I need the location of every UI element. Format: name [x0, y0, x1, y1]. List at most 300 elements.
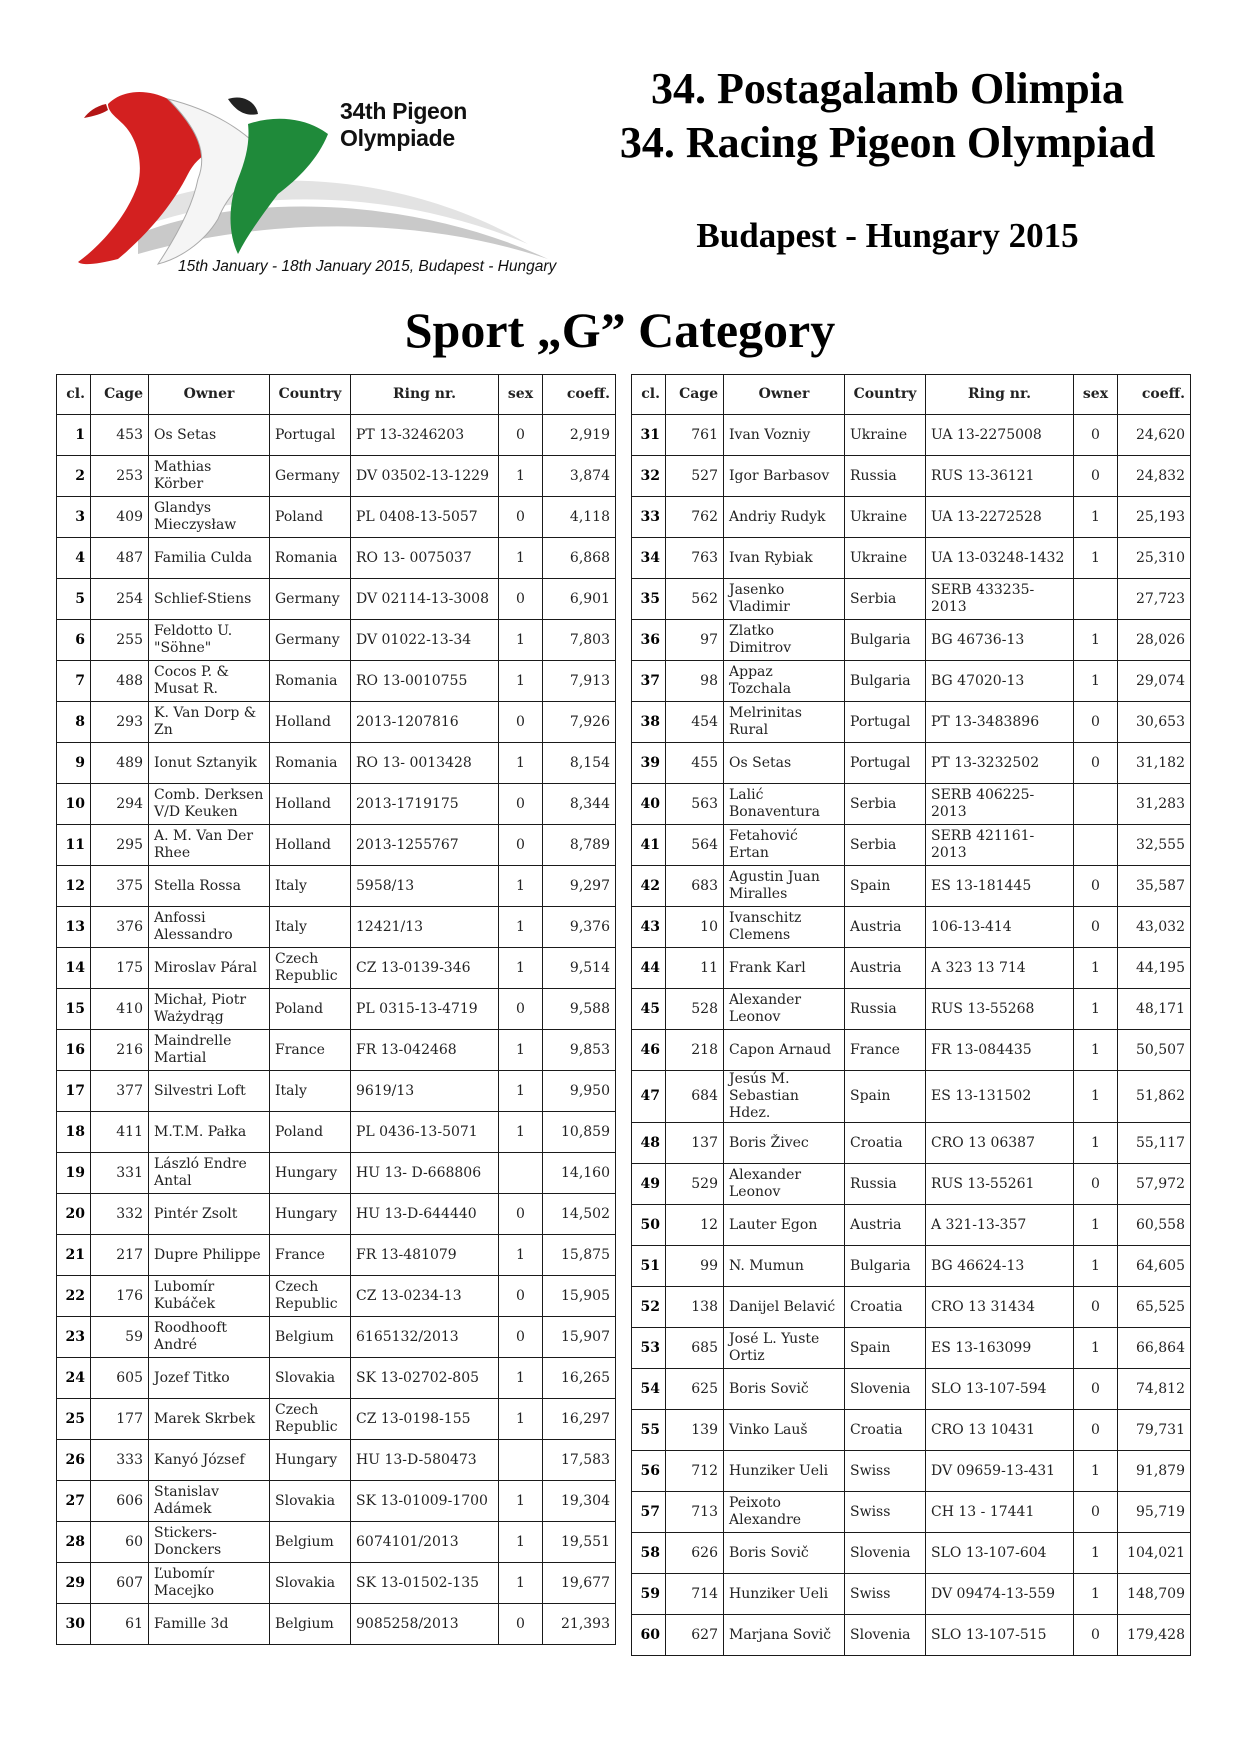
sex-cell: 0 [499, 497, 543, 538]
sex-cell: 0 [499, 784, 543, 825]
table-row [57, 784, 616, 825]
sex-cell: 0 [1074, 1369, 1118, 1410]
cage-cell: 333 [91, 1440, 149, 1481]
table-row [632, 784, 1191, 825]
coeff-cell: 6,868 [543, 538, 616, 579]
sex-cell [1074, 784, 1118, 825]
column-header: Owner [724, 375, 845, 415]
coeff-cell: 14,502 [543, 1194, 616, 1235]
table-row [57, 1112, 616, 1153]
country-cell: Poland [270, 989, 351, 1030]
coeff-cell: 8,344 [543, 784, 616, 825]
sex-cell: 0 [499, 702, 543, 743]
coeff-cell: 8,154 [543, 743, 616, 784]
column-header: coeff. [543, 375, 616, 415]
rank-cell: 53 [632, 1328, 666, 1369]
coeff-cell: 9,853 [543, 1030, 616, 1071]
sex-cell [499, 1153, 543, 1194]
table-row [632, 1071, 1191, 1123]
sex-cell: 0 [1074, 415, 1118, 456]
column-header: Country [845, 375, 926, 415]
coeff-cell: 44,195 [1118, 948, 1191, 989]
table-row [632, 497, 1191, 538]
rank-cell: 24 [57, 1358, 91, 1399]
owner-cell: Os Setas [149, 415, 270, 456]
table-row [57, 1358, 616, 1399]
rank-cell: 37 [632, 661, 666, 702]
coeff-cell: 16,265 [543, 1358, 616, 1399]
coeff-cell: 55,117 [1118, 1123, 1191, 1164]
sex-cell: 0 [1074, 1492, 1118, 1533]
owner-cell: Marek Skrbek [149, 1399, 270, 1440]
cage-cell: 527 [666, 456, 724, 497]
table-row [57, 1563, 616, 1604]
table-row [57, 989, 616, 1030]
country-cell: Germany [270, 456, 351, 497]
coeff-cell: 64,605 [1118, 1246, 1191, 1287]
country-cell: Slovakia [270, 1563, 351, 1604]
owner-cell: Michał, Piotr Ważydrąg [149, 989, 270, 1030]
country-cell: Slovakia [270, 1358, 351, 1399]
coeff-cell: 21,393 [543, 1604, 616, 1645]
coeff-cell: 9,376 [543, 907, 616, 948]
table-row [57, 497, 616, 538]
ring-cell: BG 46624-13 [926, 1246, 1074, 1287]
owner-cell: Cocos P. & Musat R. [149, 661, 270, 702]
ring-cell: 106-13-414 [926, 907, 1074, 948]
country-cell: Italy [270, 907, 351, 948]
cage-cell: 254 [91, 579, 149, 620]
rank-cell: 58 [632, 1533, 666, 1574]
sex-cell: 1 [499, 1071, 543, 1112]
ring-cell: RO 13-0010755 [351, 661, 499, 702]
rank-cell: 56 [632, 1451, 666, 1492]
coeff-cell: 66,864 [1118, 1328, 1191, 1369]
table-row [57, 1604, 616, 1645]
table-body [632, 415, 1191, 1656]
title-english: 34. Racing Pigeon Olympiad [619, 118, 1156, 167]
sex-cell: 1 [1074, 948, 1118, 989]
rank-cell: 55 [632, 1410, 666, 1451]
sex-cell: 1 [1074, 1123, 1118, 1164]
owner-cell: Agustin Juan Miralles [724, 866, 845, 907]
coeff-cell: 60,558 [1118, 1205, 1191, 1246]
cage-cell: 332 [91, 1194, 149, 1235]
rank-cell: 49 [632, 1164, 666, 1205]
coeff-cell: 28,026 [1118, 620, 1191, 661]
sex-cell: 0 [499, 1604, 543, 1645]
country-cell: Italy [270, 866, 351, 907]
ring-cell: RUS 13-36121 [926, 456, 1074, 497]
ring-cell: UA 13-03248-1432 [926, 538, 1074, 579]
owner-cell: Lubomír Kubáček [149, 1276, 270, 1317]
rank-cell: 39 [632, 743, 666, 784]
coeff-cell: 2,919 [543, 415, 616, 456]
cage-cell: 376 [91, 907, 149, 948]
ring-cell: ES 13-131502 [926, 1071, 1074, 1123]
cage-cell: 685 [666, 1328, 724, 1369]
country-cell: Slovenia [845, 1369, 926, 1410]
rank-cell: 35 [632, 579, 666, 620]
rank-cell: 2 [57, 456, 91, 497]
ring-cell: SLO 13-107-604 [926, 1533, 1074, 1574]
cage-cell: 713 [666, 1492, 724, 1533]
cage-cell: 175 [91, 948, 149, 989]
cage-cell: 562 [666, 579, 724, 620]
cage-cell: 10 [666, 907, 724, 948]
owner-cell: Peixoto Alexandre [724, 1492, 845, 1533]
table-row [632, 743, 1191, 784]
table-row [632, 1410, 1191, 1451]
country-cell: France [845, 1030, 926, 1071]
table-row [632, 1451, 1191, 1492]
results-table-left [56, 374, 616, 1645]
coeff-cell: 74,812 [1118, 1369, 1191, 1410]
cage-cell: 217 [91, 1235, 149, 1276]
cage-cell: 683 [666, 866, 724, 907]
cage-cell: 61 [91, 1604, 149, 1645]
results-table-right [631, 374, 1191, 1656]
rank-cell: 46 [632, 1030, 666, 1071]
rank-cell: 36 [632, 620, 666, 661]
cage-cell: 11 [666, 948, 724, 989]
ring-cell: FR 13-084435 [926, 1030, 1074, 1071]
rank-cell: 18 [57, 1112, 91, 1153]
country-cell: Spain [845, 866, 926, 907]
country-cell: Slovakia [270, 1481, 351, 1522]
owner-cell: K. Van Dorp & Zn [149, 702, 270, 743]
rank-cell: 20 [57, 1194, 91, 1235]
rank-cell: 57 [632, 1492, 666, 1533]
cage-cell: 253 [91, 456, 149, 497]
ring-cell: RUS 13-55261 [926, 1164, 1074, 1205]
ring-cell: PL 0315-13-4719 [351, 989, 499, 1030]
ring-cell: BG 46736-13 [926, 620, 1074, 661]
country-cell: Slovenia [845, 1615, 926, 1656]
coeff-cell: 15,907 [543, 1317, 616, 1358]
column-header: Country [270, 375, 351, 415]
cage-cell: 331 [91, 1153, 149, 1194]
coeff-cell: 43,032 [1118, 907, 1191, 948]
ring-cell: ES 13-163099 [926, 1328, 1074, 1369]
rank-cell: 44 [632, 948, 666, 989]
country-cell: Romania [270, 743, 351, 784]
country-cell: Holland [270, 702, 351, 743]
coeff-cell: 25,310 [1118, 538, 1191, 579]
sex-cell: 1 [1074, 1205, 1118, 1246]
owner-cell: N. Mumun [724, 1246, 845, 1287]
country-cell: Hungary [270, 1440, 351, 1481]
ring-cell: CRO 13 06387 [926, 1123, 1074, 1164]
owner-cell: Frank Karl [724, 948, 845, 989]
table-row [632, 825, 1191, 866]
category-heading: Sport „G” Category [404, 302, 836, 358]
cage-cell: 137 [666, 1123, 724, 1164]
table-row [632, 1492, 1191, 1533]
sex-cell: 0 [1074, 907, 1118, 948]
table-row [57, 538, 616, 579]
cage-cell: 625 [666, 1369, 724, 1410]
ring-cell: PL 0436-13-5071 [351, 1112, 499, 1153]
country-cell: Holland [270, 784, 351, 825]
table-row [57, 743, 616, 784]
cage-cell: 409 [91, 497, 149, 538]
owner-cell: A. M. Van Der Rhee [149, 825, 270, 866]
country-cell: Ukraine [845, 538, 926, 579]
coeff-cell: 4,118 [543, 497, 616, 538]
ring-cell: RO 13- 0075037 [351, 538, 499, 579]
country-cell: Slovenia [845, 1533, 926, 1574]
ring-cell: CZ 13-0198-155 [351, 1399, 499, 1440]
owner-cell: Fetahović Ertan [724, 825, 845, 866]
rank-cell: 5 [57, 579, 91, 620]
rank-cell: 1 [57, 415, 91, 456]
owner-cell: Mathias Körber [149, 456, 270, 497]
table-row [57, 1399, 616, 1440]
country-cell: France [270, 1235, 351, 1276]
rank-cell: 28 [57, 1522, 91, 1563]
coeff-cell: 91,879 [1118, 1451, 1191, 1492]
table-header-row [57, 375, 616, 415]
country-cell: Holland [270, 825, 351, 866]
rank-cell: 29 [57, 1563, 91, 1604]
ring-cell: DV 09474-13-559 [926, 1574, 1074, 1615]
country-cell: Spain [845, 1328, 926, 1369]
column-header: sex [1074, 375, 1118, 415]
coeff-cell: 7,913 [543, 661, 616, 702]
ring-cell: CZ 13-0139-346 [351, 948, 499, 989]
country-cell: Bulgaria [845, 661, 926, 702]
table-row [632, 1574, 1191, 1615]
ring-cell: SERB 421161-2013 [926, 825, 1074, 866]
sex-cell: 1 [499, 1358, 543, 1399]
rank-cell: 45 [632, 989, 666, 1030]
sex-cell: 0 [499, 825, 543, 866]
ring-cell: 6074101/2013 [351, 1522, 499, 1563]
owner-cell: Ľubomír Macejko [149, 1563, 270, 1604]
ring-cell: SK 13-02702-805 [351, 1358, 499, 1399]
country-cell: Swiss [845, 1574, 926, 1615]
country-cell: Swiss [845, 1492, 926, 1533]
ring-cell: DV 03502-13-1229 [351, 456, 499, 497]
coeff-cell: 57,972 [1118, 1164, 1191, 1205]
cage-cell: 607 [91, 1563, 149, 1604]
table-row [632, 1246, 1191, 1287]
ring-cell: SERB 406225-2013 [926, 784, 1074, 825]
column-header: Cage [666, 375, 724, 415]
rank-cell: 22 [57, 1276, 91, 1317]
ring-cell: HU 13-D-644440 [351, 1194, 499, 1235]
sex-cell: 1 [499, 866, 543, 907]
coeff-cell: 27,723 [1118, 579, 1191, 620]
ring-cell: 2013-1207816 [351, 702, 499, 743]
country-cell: Russia [845, 1164, 926, 1205]
cage-cell: 411 [91, 1112, 149, 1153]
rank-cell: 13 [57, 907, 91, 948]
ring-cell: PT 13-3232502 [926, 743, 1074, 784]
owner-cell: Stella Rossa [149, 866, 270, 907]
country-cell: Ukraine [845, 497, 926, 538]
cage-cell: 295 [91, 825, 149, 866]
rank-cell: 38 [632, 702, 666, 743]
owner-cell: Alexander Leonov [724, 1164, 845, 1205]
sex-cell: 1 [499, 743, 543, 784]
owner-cell: Comb. Derksen V/D Keuken [149, 784, 270, 825]
rank-cell: 30 [57, 1604, 91, 1645]
table-row [632, 579, 1191, 620]
sex-cell: 1 [1074, 1328, 1118, 1369]
coeff-cell: 19,677 [543, 1563, 616, 1604]
sex-cell: 1 [499, 1235, 543, 1276]
owner-cell: Hunziker Ueli [724, 1574, 845, 1615]
sex-cell: 1 [1074, 497, 1118, 538]
country-cell: Austria [845, 907, 926, 948]
coeff-cell: 17,583 [543, 1440, 616, 1481]
sex-cell: 1 [1074, 1030, 1118, 1071]
table-row [632, 538, 1191, 579]
owner-cell: Silvestri Loft [149, 1071, 270, 1112]
rank-cell: 9 [57, 743, 91, 784]
table-row [632, 702, 1191, 743]
rank-cell: 33 [632, 497, 666, 538]
column-header: Ring nr. [351, 375, 499, 415]
ring-cell: DV 01022-13-34 [351, 620, 499, 661]
ring-cell: SLO 13-107-594 [926, 1369, 1074, 1410]
table-row [57, 1317, 616, 1358]
cage-cell: 489 [91, 743, 149, 784]
rank-cell: 59 [632, 1574, 666, 1615]
cage-cell: 176 [91, 1276, 149, 1317]
coeff-cell: 9,297 [543, 866, 616, 907]
country-cell: Portugal [845, 702, 926, 743]
country-cell: Germany [270, 579, 351, 620]
ring-cell: 2013-1719175 [351, 784, 499, 825]
coeff-cell: 29,074 [1118, 661, 1191, 702]
table-row [632, 1615, 1191, 1656]
owner-cell: Lauter Egon [724, 1205, 845, 1246]
country-cell: Italy [270, 1071, 351, 1112]
country-cell: Bulgaria [845, 620, 926, 661]
ring-cell: CRO 13 31434 [926, 1287, 1074, 1328]
rank-cell: 16 [57, 1030, 91, 1071]
sex-cell: 1 [1074, 661, 1118, 702]
rank-cell: 27 [57, 1481, 91, 1522]
cage-cell: 627 [666, 1615, 724, 1656]
table-row [57, 907, 616, 948]
rank-cell: 41 [632, 825, 666, 866]
sex-cell: 1 [499, 1522, 543, 1563]
owner-cell: Stanislav Adámek [149, 1481, 270, 1522]
country-cell: Portugal [270, 415, 351, 456]
cage-cell: 97 [666, 620, 724, 661]
country-cell: Russia [845, 456, 926, 497]
coeff-cell: 31,283 [1118, 784, 1191, 825]
cage-cell: 626 [666, 1533, 724, 1574]
rank-cell: 21 [57, 1235, 91, 1276]
cage-cell: 410 [91, 989, 149, 1030]
cage-cell: 529 [666, 1164, 724, 1205]
sex-cell: 1 [1074, 538, 1118, 579]
cage-cell: 564 [666, 825, 724, 866]
sex-cell: 1 [1074, 1533, 1118, 1574]
rank-cell: 19 [57, 1153, 91, 1194]
coeff-cell: 65,525 [1118, 1287, 1191, 1328]
cage-cell: 177 [91, 1399, 149, 1440]
owner-cell: Alexander Leonov [724, 989, 845, 1030]
table-row [57, 825, 616, 866]
sex-cell: 1 [1074, 1451, 1118, 1492]
ring-cell: PL 0408-13-5057 [351, 497, 499, 538]
table-body [57, 415, 616, 1645]
rank-cell: 8 [57, 702, 91, 743]
ring-cell: CRO 13 10431 [926, 1410, 1074, 1451]
country-cell: Poland [270, 497, 351, 538]
cage-cell: 12 [666, 1205, 724, 1246]
ring-cell: UA 13-2275008 [926, 415, 1074, 456]
table-row [57, 1153, 616, 1194]
coeff-cell: 7,926 [543, 702, 616, 743]
column-header: Cage [91, 375, 149, 415]
owner-cell: László Endre Antal [149, 1153, 270, 1194]
coeff-cell: 14,160 [543, 1153, 616, 1194]
cage-cell: 605 [91, 1358, 149, 1399]
sex-cell: 1 [499, 1112, 543, 1153]
rank-cell: 52 [632, 1287, 666, 1328]
cage-cell: 488 [91, 661, 149, 702]
ring-cell: PT 13-3483896 [926, 702, 1074, 743]
owner-cell: Boris Sovič [724, 1533, 845, 1574]
rank-cell: 32 [632, 456, 666, 497]
rank-cell: 4 [57, 538, 91, 579]
country-cell: Austria [845, 1205, 926, 1246]
coeff-cell: 16,297 [543, 1399, 616, 1440]
ring-cell: RUS 13-55268 [926, 989, 1074, 1030]
sex-cell: 0 [1074, 702, 1118, 743]
table-row [632, 1369, 1191, 1410]
rank-cell: 43 [632, 907, 666, 948]
rank-cell: 23 [57, 1317, 91, 1358]
rank-cell: 7 [57, 661, 91, 702]
sex-cell: 1 [1074, 620, 1118, 661]
rank-cell: 3 [57, 497, 91, 538]
cage-cell: 712 [666, 1451, 724, 1492]
sex-cell: 0 [1074, 1410, 1118, 1451]
table-row [57, 661, 616, 702]
cage-cell: 454 [666, 702, 724, 743]
cage-cell: 763 [666, 538, 724, 579]
country-cell: Croatia [845, 1410, 926, 1451]
table-row [632, 907, 1191, 948]
coeff-cell: 24,832 [1118, 456, 1191, 497]
table-row [632, 415, 1191, 456]
cage-cell: 375 [91, 866, 149, 907]
table-row [57, 1440, 616, 1481]
ring-cell: BG 47020-13 [926, 661, 1074, 702]
ring-cell: SLO 13-107-515 [926, 1615, 1074, 1656]
rank-cell: 42 [632, 866, 666, 907]
sex-cell: 0 [499, 1194, 543, 1235]
cage-cell: 377 [91, 1071, 149, 1112]
country-cell: Serbia [845, 784, 926, 825]
cage-cell: 138 [666, 1287, 724, 1328]
sex-cell: 0 [1074, 456, 1118, 497]
ring-cell: HU 13-D-580473 [351, 1440, 499, 1481]
owner-cell: Miroslav Páral [149, 948, 270, 989]
column-header: sex [499, 375, 543, 415]
owner-cell: Os Setas [724, 743, 845, 784]
rank-cell: 47 [632, 1071, 666, 1123]
table-row [57, 1071, 616, 1112]
